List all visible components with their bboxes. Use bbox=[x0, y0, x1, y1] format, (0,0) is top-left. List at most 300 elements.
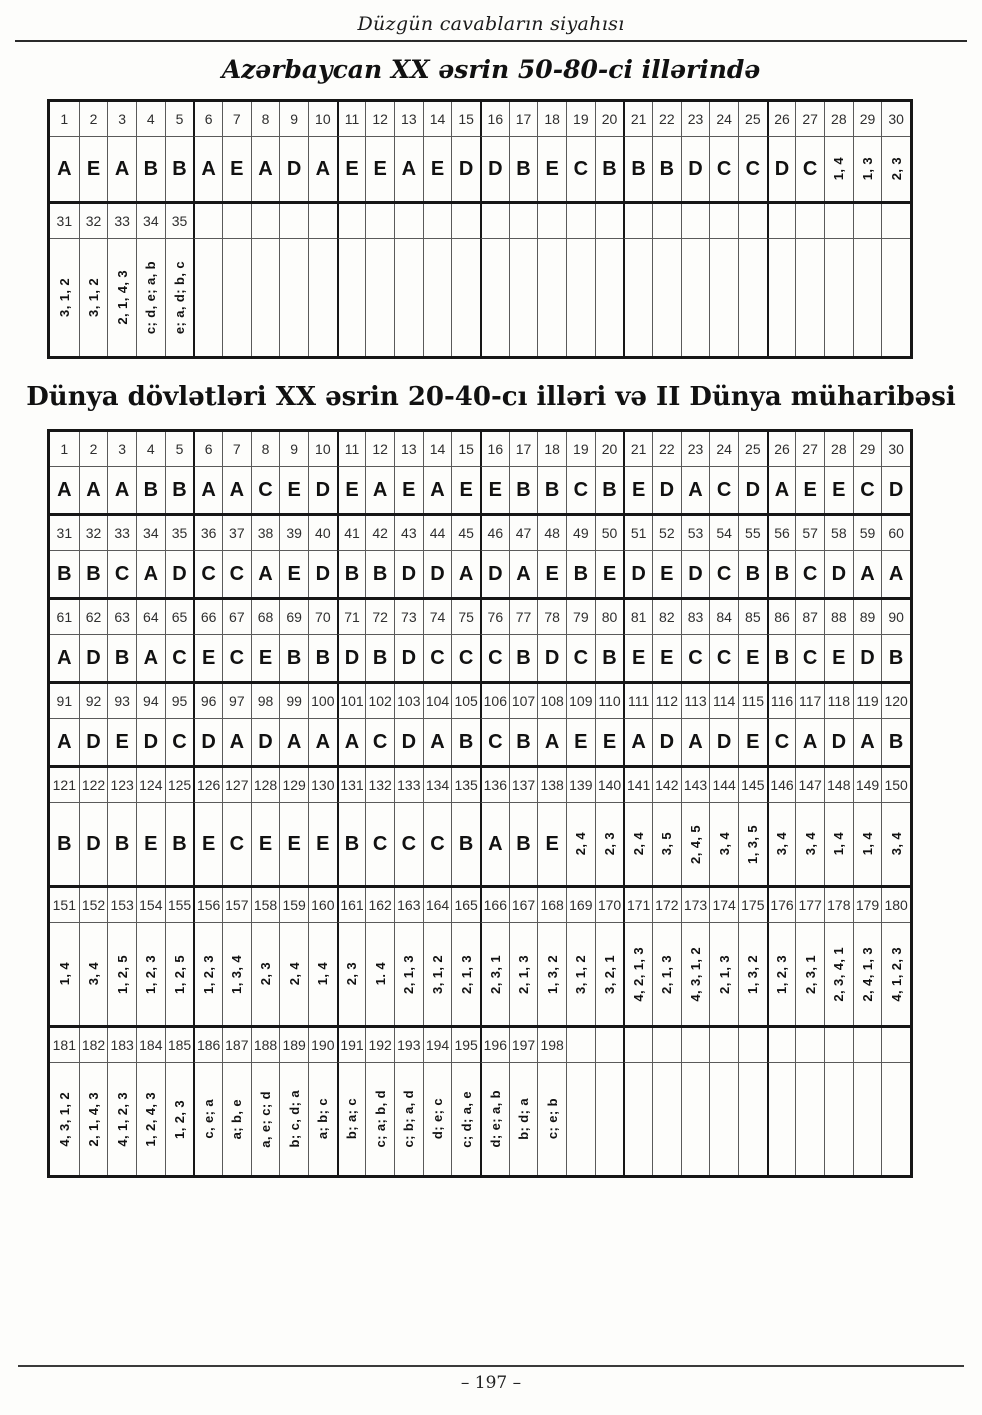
answer-cell: A bbox=[308, 719, 337, 765]
answer-cell: B bbox=[509, 467, 538, 513]
question-number-cell: 13 bbox=[394, 102, 423, 137]
question-number-cell: 63 bbox=[107, 600, 136, 635]
answer-cell bbox=[767, 803, 796, 885]
question-number-cell: 2 bbox=[79, 432, 108, 467]
question-number-cell: 30 bbox=[881, 432, 910, 467]
question-number-cell: 90 bbox=[881, 600, 910, 635]
question-number-cell: 181 bbox=[50, 1028, 79, 1063]
question-number-cell: 10 bbox=[308, 102, 337, 137]
question-number-cell: 184 bbox=[136, 1028, 165, 1063]
table1-title: Azərbaycan XX əsrin 50-80-ci illərində bbox=[221, 55, 761, 84]
question-number-cell: 147 bbox=[795, 768, 824, 803]
question-number-cell: 19 bbox=[566, 102, 595, 137]
rotated-answer-text: 1, 3, 2 bbox=[544, 954, 560, 994]
answer-cell: D bbox=[824, 719, 853, 765]
answer-cell bbox=[308, 1063, 337, 1175]
rotated-answer-text: 2, 3 bbox=[344, 962, 360, 986]
answer-cell: E bbox=[423, 137, 452, 201]
answer-cell bbox=[824, 923, 853, 1025]
answer-cell: C bbox=[709, 467, 738, 513]
question-number-cell: 119 bbox=[853, 684, 882, 719]
answer-cell bbox=[709, 239, 738, 356]
question-number-cell: 11 bbox=[337, 102, 366, 137]
answer-cell: B bbox=[767, 551, 796, 597]
answer-cell: D bbox=[136, 719, 165, 765]
answer-cell bbox=[509, 1063, 538, 1175]
question-number-cell: 77 bbox=[509, 600, 538, 635]
answer-cell bbox=[709, 1063, 738, 1175]
question-number-cell: 186 bbox=[193, 1028, 222, 1063]
answer-cell bbox=[681, 1063, 710, 1175]
question-number-cell: 108 bbox=[537, 684, 566, 719]
rotated-answer-text: 4, 3, 1, 2 bbox=[56, 1091, 72, 1147]
answer-cell bbox=[337, 1063, 366, 1175]
answer-cell bbox=[767, 1063, 796, 1175]
answer-cell bbox=[738, 239, 767, 356]
answer-cell: C bbox=[853, 467, 882, 513]
question-number-cell: 143 bbox=[681, 768, 710, 803]
question-number-cell: 61 bbox=[50, 600, 79, 635]
answer-cell bbox=[853, 923, 882, 1025]
question-number-cell: 111 bbox=[623, 684, 652, 719]
question-number-cell: 169 bbox=[566, 888, 595, 923]
question-number-cell: 15 bbox=[451, 432, 480, 467]
answer-cell: D bbox=[767, 137, 796, 201]
rotated-answer-text: 1, 2, 5 bbox=[114, 954, 130, 994]
question-number-cell: 106 bbox=[480, 684, 509, 719]
answer-table-azerbaijan bbox=[47, 99, 913, 359]
question-number-cell bbox=[566, 1028, 595, 1063]
question-number-cell: 88 bbox=[824, 600, 853, 635]
rotated-answer-text: 2, 3 bbox=[257, 962, 273, 986]
rotated-answer-text: 3, 5 bbox=[659, 832, 675, 856]
question-number-cell: 188 bbox=[251, 1028, 280, 1063]
question-number-cell: 8 bbox=[251, 102, 280, 137]
question-number-cell bbox=[279, 204, 308, 239]
question-number-cell: 5 bbox=[165, 102, 194, 137]
answer-cell: D bbox=[824, 551, 853, 597]
answer-cell bbox=[365, 239, 394, 356]
question-number-cell: 33 bbox=[107, 516, 136, 551]
question-number-cell: 125 bbox=[165, 768, 194, 803]
answer-cell: A bbox=[251, 551, 280, 597]
answer-cell: A bbox=[337, 719, 366, 765]
rotated-answer-text: 4, 1, 2, 3 bbox=[888, 946, 904, 1002]
question-number-cell: 14 bbox=[423, 102, 452, 137]
answer-cell: E bbox=[738, 719, 767, 765]
rotated-answer-text: 3, 4 bbox=[85, 962, 101, 986]
question-number-cell bbox=[566, 204, 595, 239]
answer-cell bbox=[308, 923, 337, 1025]
question-number-cell: 12 bbox=[365, 102, 394, 137]
answer-cell: C bbox=[222, 551, 251, 597]
answer-cell bbox=[279, 239, 308, 356]
answer-cell bbox=[767, 923, 796, 1025]
answer-cell: E bbox=[251, 635, 280, 681]
question-number-cell bbox=[222, 204, 251, 239]
answer-cell: A bbox=[251, 137, 280, 201]
rotated-answer-text: 1, 4 bbox=[831, 832, 847, 856]
question-number-cell: 35 bbox=[165, 516, 194, 551]
rotated-answer-text: a; b; c bbox=[315, 1098, 331, 1140]
question-number-cell: 180 bbox=[881, 888, 910, 923]
question-number-cell: 140 bbox=[595, 768, 624, 803]
question-number-cell bbox=[480, 204, 509, 239]
answer-cell bbox=[365, 923, 394, 1025]
answer-cell: C bbox=[709, 551, 738, 597]
answer-cell: C bbox=[222, 635, 251, 681]
question-number-cell: 92 bbox=[79, 684, 108, 719]
question-number-cell: 4 bbox=[136, 102, 165, 137]
question-number-cell bbox=[365, 204, 394, 239]
answer-cell: D bbox=[79, 635, 108, 681]
table1-band-1-30 bbox=[50, 102, 910, 201]
answer-cell bbox=[394, 1063, 423, 1175]
rotated-answer-text: 2, 1, 3 bbox=[401, 954, 417, 994]
answer-cell bbox=[50, 923, 79, 1025]
question-number-cell: 94 bbox=[136, 684, 165, 719]
question-number-cell: 44 bbox=[423, 516, 452, 551]
answer-cell bbox=[79, 923, 108, 1025]
answer-cell: B bbox=[509, 635, 538, 681]
answer-cell: E bbox=[279, 551, 308, 597]
question-number-cell: 175 bbox=[738, 888, 767, 923]
table2-band-181-198 bbox=[50, 1025, 910, 1175]
answer-cell bbox=[623, 803, 652, 885]
answer-cell: A bbox=[107, 467, 136, 513]
question-number-cell: 21 bbox=[623, 432, 652, 467]
answer-cell bbox=[595, 239, 624, 356]
question-number-cell: 130 bbox=[308, 768, 337, 803]
question-number-cell: 165 bbox=[451, 888, 480, 923]
question-number-cell: 155 bbox=[165, 888, 194, 923]
question-number-cell: 67 bbox=[222, 600, 251, 635]
answer-cell: C bbox=[795, 635, 824, 681]
answer-cell: E bbox=[193, 635, 222, 681]
question-number-cell: 9 bbox=[279, 102, 308, 137]
question-number-cell: 193 bbox=[394, 1028, 423, 1063]
answer-cell: A bbox=[451, 551, 480, 597]
answer-cell: A bbox=[365, 467, 394, 513]
question-number-cell: 24 bbox=[709, 432, 738, 467]
answer-cell: A bbox=[57, 157, 72, 180]
answer-cell: A bbox=[79, 467, 108, 513]
rotated-answer-text: e; a, d; b, c bbox=[171, 260, 187, 335]
answer-cell: D bbox=[394, 551, 423, 597]
question-number-cell: 158 bbox=[251, 888, 280, 923]
question-number-cell: 178 bbox=[824, 888, 853, 923]
question-number-cell: 185 bbox=[165, 1028, 194, 1063]
table1-band-31-35 bbox=[50, 201, 910, 356]
question-number-cell: 95 bbox=[165, 684, 194, 719]
question-number-cell: 34 bbox=[136, 516, 165, 551]
answer-cell bbox=[652, 239, 681, 356]
answer-cell bbox=[279, 1063, 308, 1175]
answer-cell: A bbox=[480, 803, 509, 885]
answer-cell bbox=[136, 239, 165, 356]
answer-cell: D bbox=[738, 467, 767, 513]
question-number-cell: 110 bbox=[595, 684, 624, 719]
answer-cell: D bbox=[308, 467, 337, 513]
question-number-cell bbox=[853, 204, 882, 239]
answer-cell bbox=[193, 1063, 222, 1175]
question-number-cell bbox=[652, 204, 681, 239]
answer-cell bbox=[824, 137, 853, 201]
question-number-cell: 31 bbox=[50, 516, 79, 551]
question-number-cell: 55 bbox=[738, 516, 767, 551]
answer-cell: D bbox=[394, 635, 423, 681]
question-number-cell: 76 bbox=[480, 600, 509, 635]
question-number-cell: 73 bbox=[394, 600, 423, 635]
question-number-cell: 174 bbox=[709, 888, 738, 923]
question-number-cell: 14 bbox=[423, 432, 452, 467]
question-number-cell: 60 bbox=[881, 516, 910, 551]
answer-cell: E bbox=[279, 803, 308, 885]
answer-cell bbox=[652, 1063, 681, 1175]
question-number-cell bbox=[681, 1028, 710, 1063]
answer-cell: D bbox=[79, 719, 108, 765]
answer-cell: D bbox=[652, 719, 681, 765]
rotated-answer-text: 3, 4 bbox=[774, 832, 790, 856]
answer-cell: D bbox=[165, 551, 194, 597]
answer-cell: E bbox=[451, 467, 480, 513]
answer-cell: B bbox=[623, 137, 652, 201]
answer-cell: E bbox=[79, 137, 108, 201]
rotated-answer-text: 1, 4 bbox=[831, 157, 847, 181]
answer-cell: A bbox=[394, 137, 423, 201]
question-number-cell: 7 bbox=[222, 432, 251, 467]
question-number-cell: 166 bbox=[480, 888, 509, 923]
question-number-cell: 65 bbox=[165, 600, 194, 635]
question-number-cell: 191 bbox=[337, 1028, 366, 1063]
question-number-cell: 196 bbox=[480, 1028, 509, 1063]
answer-cell: E bbox=[251, 803, 280, 885]
answer-cell bbox=[738, 1063, 767, 1175]
question-number-cell bbox=[423, 204, 452, 239]
question-number-cell: 96 bbox=[193, 684, 222, 719]
answer-cell: E bbox=[537, 803, 566, 885]
answer-cell: E bbox=[537, 137, 566, 201]
table2-band-121-150 bbox=[50, 765, 910, 885]
answer-cell: A bbox=[193, 137, 222, 201]
question-number-cell: 137 bbox=[509, 768, 538, 803]
page-footer bbox=[0, 1365, 982, 1393]
rotated-answer-text: 2, 1, 3 bbox=[515, 954, 531, 994]
question-number-cell: 189 bbox=[279, 1028, 308, 1063]
answer-cell bbox=[222, 239, 251, 356]
answer-cell: A bbox=[509, 551, 538, 597]
answer-cell: A bbox=[423, 719, 452, 765]
answer-cell bbox=[824, 1063, 853, 1175]
table2-band-61-90 bbox=[50, 597, 910, 681]
answer-cell bbox=[795, 923, 824, 1025]
question-number-cell: 53 bbox=[681, 516, 710, 551]
question-number-cell: 26 bbox=[767, 102, 796, 137]
answer-cell: A bbox=[423, 467, 452, 513]
question-number-cell: 124 bbox=[136, 768, 165, 803]
rotated-answer-text: 4, 2, 1, 3 bbox=[631, 946, 647, 1002]
answer-cell: E bbox=[279, 467, 308, 513]
answer-cell bbox=[681, 923, 710, 1025]
question-number-cell: 46 bbox=[480, 516, 509, 551]
answer-cell: C bbox=[107, 551, 136, 597]
answer-cell bbox=[566, 803, 595, 885]
question-number-cell: 45 bbox=[451, 516, 480, 551]
question-number-cell: 104 bbox=[423, 684, 452, 719]
answer-cell: A bbox=[681, 719, 710, 765]
answer-cell bbox=[165, 1063, 194, 1175]
question-number-cell: 3 bbox=[107, 102, 136, 137]
question-number-cell: 187 bbox=[222, 1028, 251, 1063]
answer-cell bbox=[251, 923, 280, 1025]
question-number-cell: 6 bbox=[193, 102, 222, 137]
answer-cell: A bbox=[193, 467, 222, 513]
question-number-cell bbox=[709, 1028, 738, 1063]
answer-cell: A bbox=[681, 467, 710, 513]
answer-cell: C bbox=[709, 137, 738, 201]
answer-cell bbox=[79, 1063, 108, 1175]
answer-cell bbox=[480, 923, 509, 1025]
answer-cell: B bbox=[595, 635, 624, 681]
table2-band-91-120 bbox=[50, 681, 910, 765]
rotated-answer-text: 4, 1, 2, 3 bbox=[114, 1091, 130, 1147]
answer-cell: C bbox=[394, 803, 423, 885]
answer-cell bbox=[50, 1063, 79, 1175]
answer-cell bbox=[566, 239, 595, 356]
answer-cell: D bbox=[394, 719, 423, 765]
rotated-answer-text: a, e; c; d bbox=[257, 1090, 273, 1148]
answer-cell: C bbox=[566, 467, 595, 513]
question-number-cell: 152 bbox=[79, 888, 108, 923]
question-number-cell: 59 bbox=[853, 516, 882, 551]
answer-cell: B bbox=[165, 137, 194, 201]
question-number-cell: 128 bbox=[251, 768, 280, 803]
answer-cell bbox=[595, 923, 624, 1025]
answer-cell: E bbox=[623, 635, 652, 681]
question-number-cell bbox=[394, 204, 423, 239]
rotated-answer-text: 3, 4 bbox=[716, 832, 732, 856]
question-number-cell: 146 bbox=[767, 768, 796, 803]
answer-cell: C bbox=[681, 635, 710, 681]
answer-cell: B bbox=[165, 803, 194, 885]
question-number-cell: 32 bbox=[79, 204, 108, 239]
question-number-cell: 42 bbox=[365, 516, 394, 551]
answer-cell bbox=[853, 803, 882, 885]
answer-cell: B bbox=[509, 719, 538, 765]
question-number-cell bbox=[881, 204, 910, 239]
question-number-cell: 114 bbox=[709, 684, 738, 719]
question-number-cell: 36 bbox=[193, 516, 222, 551]
answer-cell bbox=[222, 1063, 251, 1175]
question-number-cell: 1 bbox=[50, 102, 79, 137]
question-number-cell: 170 bbox=[595, 888, 624, 923]
answer-cell: B bbox=[767, 635, 796, 681]
answer-cell: C bbox=[795, 551, 824, 597]
answer-cell: B bbox=[509, 137, 538, 201]
question-number-cell: 183 bbox=[107, 1028, 136, 1063]
question-number-cell bbox=[308, 204, 337, 239]
question-number-cell: 105 bbox=[451, 684, 480, 719]
question-number-cell: 37 bbox=[222, 516, 251, 551]
answer-cell: C bbox=[480, 719, 509, 765]
question-number-cell: 38 bbox=[251, 516, 280, 551]
answer-cell: B bbox=[881, 635, 910, 681]
answer-cell: C bbox=[738, 137, 767, 201]
question-number-cell: 122 bbox=[79, 768, 108, 803]
question-number-cell: 129 bbox=[279, 768, 308, 803]
answer-cell bbox=[566, 1063, 595, 1175]
answer-cell bbox=[824, 803, 853, 885]
question-number-cell: 62 bbox=[79, 600, 108, 635]
answer-cell bbox=[537, 923, 566, 1025]
answer-cell bbox=[652, 803, 681, 885]
question-number-cell: 132 bbox=[365, 768, 394, 803]
rotated-answer-text: 4, 3, 1, 2 bbox=[687, 946, 703, 1002]
question-number-cell: 21 bbox=[623, 102, 652, 137]
answer-cell bbox=[795, 803, 824, 885]
answer-cell: B bbox=[279, 635, 308, 681]
answer-cell: B bbox=[308, 635, 337, 681]
question-number-cell: 102 bbox=[365, 684, 394, 719]
answer-cell: C bbox=[767, 719, 796, 765]
question-number-cell: 27 bbox=[795, 102, 824, 137]
question-number-cell: 12 bbox=[365, 432, 394, 467]
question-number-cell bbox=[623, 1028, 652, 1063]
question-number-cell bbox=[595, 1028, 624, 1063]
question-number-cell bbox=[509, 204, 538, 239]
rotated-answer-text: 2, 3, 4, 1 bbox=[831, 946, 847, 1002]
rotated-answer-text: 1, 3, 4 bbox=[229, 954, 245, 994]
answer-cell: A bbox=[222, 719, 251, 765]
question-number-cell: 86 bbox=[767, 600, 796, 635]
question-number-cell: 26 bbox=[767, 432, 796, 467]
answer-cell: E bbox=[623, 467, 652, 513]
rotated-answer-text: b; a; c bbox=[344, 1098, 360, 1140]
question-number-cell: 163 bbox=[394, 888, 423, 923]
question-number-cell: 117 bbox=[795, 684, 824, 719]
rotated-answer-text: c; e; b bbox=[544, 1098, 560, 1140]
question-number-cell: 48 bbox=[537, 516, 566, 551]
answer-cell: A bbox=[881, 551, 910, 597]
rotated-answer-text: 2, 4, 1, 3 bbox=[859, 946, 875, 1002]
rotated-answer-text: 2, 1, 3 bbox=[716, 954, 732, 994]
rotated-answer-text: a; b, e bbox=[229, 1098, 245, 1140]
question-number-cell: 23 bbox=[681, 432, 710, 467]
rotated-answer-text: b; d; a bbox=[515, 1098, 531, 1140]
question-number-cell: 142 bbox=[652, 768, 681, 803]
question-number-cell: 135 bbox=[451, 768, 480, 803]
question-number-cell: 27 bbox=[795, 432, 824, 467]
answer-cell bbox=[165, 239, 194, 356]
question-number-cell: 32 bbox=[79, 516, 108, 551]
answer-cell: B bbox=[365, 635, 394, 681]
answer-cell bbox=[251, 239, 280, 356]
question-number-cell: 8 bbox=[251, 432, 280, 467]
answer-cell: E bbox=[308, 803, 337, 885]
question-number-cell: 82 bbox=[652, 600, 681, 635]
question-number-cell: 43 bbox=[394, 516, 423, 551]
question-number-cell: 78 bbox=[537, 600, 566, 635]
question-number-cell: 177 bbox=[795, 888, 824, 923]
answer-cell: A bbox=[279, 719, 308, 765]
answer-cell: A bbox=[853, 719, 882, 765]
answer-cell bbox=[50, 239, 79, 356]
question-number-cell: 101 bbox=[337, 684, 366, 719]
answer-cell bbox=[795, 239, 824, 356]
question-number-cell: 87 bbox=[795, 600, 824, 635]
question-number-cell: 10 bbox=[308, 432, 337, 467]
answer-cell bbox=[279, 923, 308, 1025]
